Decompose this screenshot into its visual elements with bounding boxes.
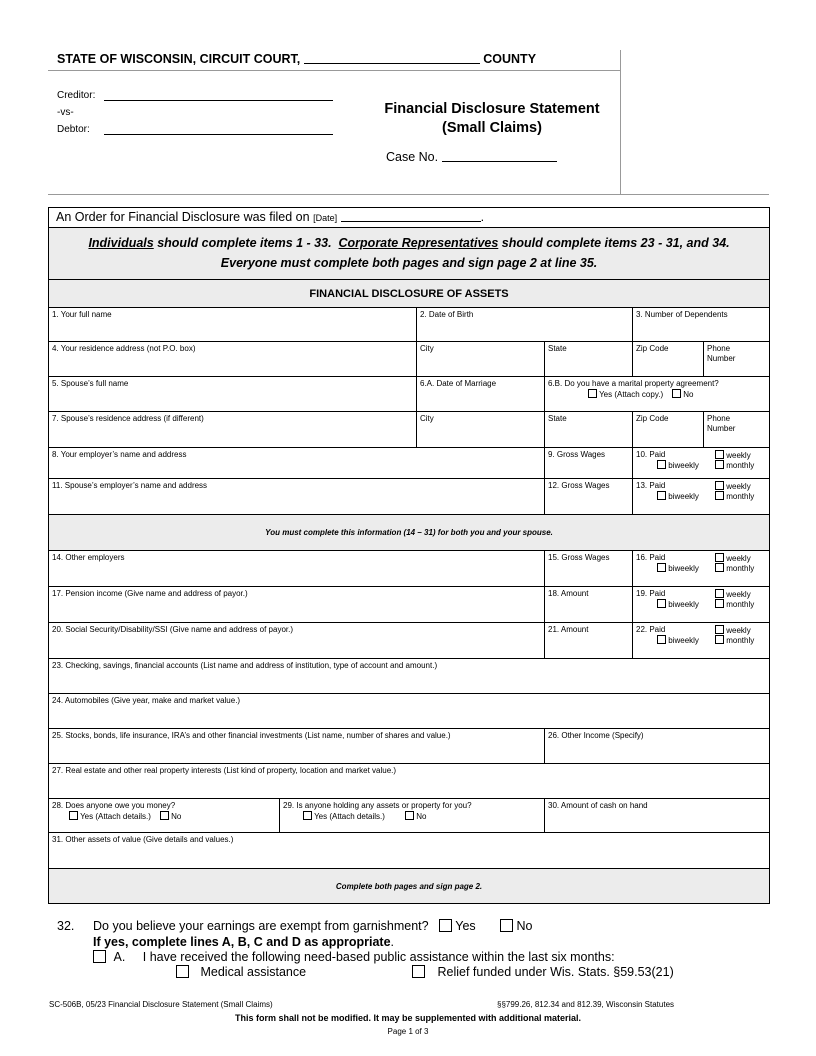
label-f27: 27. Real estate and other real property interests (List kind of property, location and market value.): [52, 766, 397, 775]
order-period: .: [480, 210, 485, 224]
field-zip[interactable]: [633, 342, 704, 377]
label-10-weekly: weekly: [726, 451, 751, 460]
label-28-no: No: [171, 812, 182, 821]
checkbox-16-monthly[interactable]: [715, 563, 724, 572]
checkbox-relief-funded[interactable]: [412, 965, 425, 978]
field-amount-18[interactable]: [545, 587, 633, 623]
label-zip: Zip Code: [636, 344, 669, 353]
debtor-label: Debtor:: [57, 124, 90, 135]
label-f2: 2. Date of Birth: [420, 310, 474, 319]
label-f28-group: [49, 799, 279, 824]
checkbox-22-monthly[interactable]: [715, 635, 724, 644]
checkbox-19-weekly[interactable]: [715, 589, 724, 598]
q32-a-line: [93, 950, 615, 964]
label-f29-group: [280, 799, 544, 824]
label-22-monthly: monthly: [726, 636, 755, 645]
label-agreement-no: No: [683, 390, 694, 399]
checkbox-q32-yes[interactable]: [439, 919, 452, 932]
label-f16: 16. Paid: [636, 553, 666, 562]
field-marriage-date[interactable]: [417, 377, 545, 412]
checkbox-13-weekly[interactable]: [715, 481, 724, 490]
label-10-monthly: monthly: [726, 461, 755, 470]
label-f12: 12. Gross Wages: [548, 481, 610, 490]
label-f29: 29. Is anyone holding any assets or property for you?: [283, 801, 472, 810]
label-f6b: [545, 377, 769, 402]
field-paid-22: [633, 623, 770, 659]
county-field[interactable]: [304, 52, 480, 64]
field-marital-agreement: [545, 377, 770, 412]
header-bottom-rule: [48, 194, 769, 195]
checkbox-13-monthly[interactable]: [715, 491, 724, 500]
label-f9: 9. Gross Wages: [548, 450, 606, 459]
field-other-income[interactable]: [545, 729, 770, 764]
field-gross-wages-9[interactable]: [545, 448, 633, 479]
field-owed-money: [49, 799, 280, 833]
label-f15: 15. Gross Wages: [548, 553, 610, 562]
field-paid-13: [633, 479, 770, 515]
q32-question: Do you believe your earnings are exempt from garnishment?: [93, 919, 429, 933]
label-f11: 11. Spouse’s employer’s name and address: [52, 481, 208, 490]
instructions-part2: should complete items 23 - 31, and 34.: [498, 236, 730, 250]
field-paid-10: [633, 448, 770, 479]
q32-medical-line: [176, 965, 306, 979]
q32-number: 32.: [57, 919, 75, 933]
label-10-biweekly: biweekly: [668, 461, 699, 470]
checkbox-29-yes[interactable]: [303, 811, 312, 820]
label-f1: 1. Your full name: [52, 310, 112, 319]
label-f10: 10. Paid: [636, 450, 666, 459]
label-16-weekly: weekly: [726, 554, 751, 563]
paid-10-group: [633, 448, 769, 478]
label-phone-2: Number: [707, 354, 736, 363]
paid-19-group: [633, 587, 769, 617]
q32-question-line: [93, 919, 532, 933]
field-full-name[interactable]: [49, 308, 417, 342]
label-agreement-yes: Yes (Attach copy.): [599, 390, 664, 399]
checkbox-19-monthly[interactable]: [715, 599, 724, 608]
county-label: COUNTY: [483, 52, 537, 66]
label-f5: 5. Spouse’s full name: [52, 379, 129, 388]
field-spouse-city[interactable]: [417, 412, 545, 448]
corporate-label: Corporate Representatives: [338, 236, 499, 250]
creditor-label: Creditor:: [57, 90, 96, 101]
field-paid-16: [633, 551, 770, 587]
field-spouse-zip[interactable]: [633, 412, 704, 448]
field-pension[interactable]: [49, 587, 545, 623]
label-f21: 21. Amount: [548, 625, 589, 634]
checkbox-q32-a[interactable]: [93, 950, 106, 963]
q32-instruction-period: .: [390, 935, 395, 949]
label-f20: 20. Social Security/Disability/SSI (Give name and address of payor.): [52, 625, 293, 634]
checkbox-29-no[interactable]: [405, 811, 414, 820]
label-spouse-phone: [704, 412, 769, 436]
field-city[interactable]: [417, 342, 545, 377]
q32-no-label: No: [516, 919, 533, 933]
court-label: STATE OF WISCONSIN, CIRCUIT COURT,: [57, 52, 301, 66]
complete-note-banner: Complete both pages and sign page 2.: [49, 869, 770, 904]
checkbox-22-weekly[interactable]: [715, 625, 724, 634]
label-22-weekly: weekly: [726, 626, 751, 635]
field-social-security[interactable]: [49, 623, 545, 659]
label-f8: 8. Your employer’s name and address: [52, 450, 187, 459]
creditor-field[interactable]: [104, 89, 333, 101]
label-f7: 7. Spouse’s residence address (if different): [52, 414, 204, 423]
field-spouse-employer[interactable]: [49, 479, 545, 515]
label-spouse-zip: Zip Code: [636, 414, 669, 423]
label-f31: 31. Other assets of value (Give details and values.): [52, 835, 234, 844]
field-paid-19: [633, 587, 770, 623]
label-f14: 14. Other employers: [52, 553, 125, 562]
checkbox-q32-no[interactable]: [500, 919, 513, 932]
field-financial-accounts[interactable]: [49, 659, 770, 694]
label-spouse-phone-1: Phone: [707, 414, 731, 423]
checkbox-medical-assistance[interactable]: [176, 965, 189, 978]
footer-form-id: SC-506B, 05/23 Financial Disclosure Statement (Small Claims): [49, 1000, 273, 1009]
label-16-monthly: monthly: [726, 564, 755, 573]
label-19-weekly: weekly: [726, 590, 751, 599]
label-f6b-text: 6.B. Do you have a marital property agreement?: [548, 379, 719, 388]
case-no: [386, 150, 557, 164]
case-no-label: Case No.: [386, 150, 439, 164]
court-line: [57, 52, 536, 66]
label-f17: 17. Pension income (Give name and address of payor.): [52, 589, 248, 598]
field-gross-wages-12[interactable]: [545, 479, 633, 515]
field-investments[interactable]: [49, 729, 545, 764]
order-text: An Order for Financial Disclosure was filed on: [56, 210, 310, 224]
instructions-line2: Everyone must complete both pages and sign page 2 at line 35.: [220, 256, 598, 270]
label-f6a: 6.A. Date of Marriage: [420, 379, 497, 388]
footer-statutes: §§799.26, 812.34 and 812.39, Wisconsin Statutes: [497, 1000, 675, 1009]
field-employer[interactable]: [49, 448, 545, 479]
label-f28: 28. Does anyone owe you money?: [52, 801, 176, 810]
field-spouse-name[interactable]: [49, 377, 417, 412]
q32-relief-line: [412, 965, 674, 979]
order-row: [49, 208, 770, 228]
checkbox-28-no[interactable]: [160, 811, 169, 820]
label-f19: 19. Paid: [636, 589, 666, 598]
form-title-sub: (Small Claims): [442, 120, 542, 136]
form-title-main: Financial Disclosure Statement: [384, 101, 600, 117]
field-dependents[interactable]: [633, 308, 770, 342]
checkbox-agreement-yes[interactable]: [588, 389, 597, 398]
label-f18: 18. Amount: [548, 589, 589, 598]
label-19-monthly: monthly: [726, 600, 755, 609]
label-f23: 23. Checking, savings, financial accounts (List name and address of institution, type of account and amount.): [52, 661, 438, 670]
field-automobiles[interactable]: [49, 694, 770, 729]
q32-a-label: A.: [113, 950, 126, 964]
label-spouse-state: State: [548, 414, 567, 423]
q32-instruction: If yes, complete lines A, B, C and D as appropriate: [93, 935, 391, 949]
instructions-line1: [49, 233, 769, 253]
checkbox-16-biweekly[interactable]: [657, 563, 666, 572]
label-spouse-city: City: [420, 414, 434, 423]
section-title: FINANCIAL DISCLOSURE OF ASSETS: [49, 280, 770, 308]
label-f3: 3. Number of Dependents: [636, 310, 728, 319]
field-gross-wages-15[interactable]: [545, 551, 633, 587]
vs-label: -vs-: [57, 107, 74, 118]
field-spouse-phone[interactable]: [704, 412, 770, 448]
field-other-assets[interactable]: [49, 833, 770, 869]
field-date-of-birth[interactable]: [417, 308, 633, 342]
field-real-estate[interactable]: [49, 764, 770, 799]
label-28-yes: Yes (Attach details.): [80, 812, 151, 821]
field-residence-address[interactable]: [49, 342, 417, 377]
field-phone[interactable]: [704, 342, 770, 377]
label-29-yes: Yes (Attach details.): [314, 812, 385, 821]
label-13-biweekly: biweekly: [668, 492, 699, 501]
label-phone: [704, 342, 769, 366]
label-phone-1: Phone: [707, 344, 731, 353]
label-state: State: [548, 344, 567, 353]
label-f30: 30. Amount of cash on hand: [548, 801, 648, 810]
field-other-employers[interactable]: [49, 551, 545, 587]
label-22-biweekly: biweekly: [668, 636, 699, 645]
q32-yes-label: Yes: [455, 919, 476, 933]
debtor-field[interactable]: [104, 123, 333, 135]
relief-funded-label: Relief funded under Wis. Stats. §59.53(21): [437, 965, 674, 979]
footer-notice: This form shall not be modified. It may be supplemented with additional material.: [234, 1013, 582, 1023]
field-state[interactable]: [545, 342, 633, 377]
label-f13: 13. Paid: [636, 481, 666, 490]
checkbox-agreement-no[interactable]: [672, 389, 681, 398]
q32-a-text: I have received the following need-based public assistance within the last six months:: [142, 950, 615, 964]
field-spouse-state[interactable]: [545, 412, 633, 448]
spouse-note-banner: You must complete this information (14 – 31) for both you and your spouse.: [49, 515, 770, 551]
checkbox-13-biweekly[interactable]: [657, 491, 666, 500]
label-spouse-phone-2: Number: [707, 424, 736, 433]
paid-22-group: [633, 623, 769, 653]
paid-13-group: [633, 479, 769, 509]
label-f26: 26. Other Income (Specify): [548, 731, 644, 740]
order-date-field[interactable]: [341, 211, 481, 222]
checkbox-10-weekly[interactable]: [715, 450, 724, 459]
instructions-part1: should complete items 1 - 33.: [153, 236, 339, 250]
checkbox-22-biweekly[interactable]: [657, 635, 666, 644]
field-assets-held: [280, 799, 545, 833]
checkbox-28-yes[interactable]: [69, 811, 78, 820]
field-spouse-address[interactable]: [49, 412, 417, 448]
medical-assistance-label: Medical assistance: [200, 965, 307, 979]
label-f24: 24. Automobiles (Give year, make and market value.): [52, 696, 241, 705]
label-29-no: No: [416, 812, 427, 821]
checkbox-10-biweekly[interactable]: [657, 460, 666, 469]
label-19-biweekly: biweekly: [668, 600, 699, 609]
paid-16-group: [633, 551, 769, 581]
q32-instruction-line: [93, 935, 394, 949]
field-amount-21[interactable]: [545, 623, 633, 659]
label-city: City: [420, 344, 434, 353]
instructions-banner: [49, 228, 770, 280]
label-13-monthly: monthly: [726, 492, 755, 501]
checkbox-19-biweekly[interactable]: [657, 599, 666, 608]
label-f25: 25. Stocks, bonds, life insurance, IRA’s and other financial investments (List name, number of shares and value.): [52, 731, 451, 740]
form-title: [342, 100, 642, 138]
checkbox-10-monthly[interactable]: [715, 460, 724, 469]
checkbox-16-weekly[interactable]: [715, 553, 724, 562]
label-16-biweekly: biweekly: [668, 564, 699, 573]
court-row-rule: [48, 70, 620, 71]
order-date-label: [Date]: [313, 213, 338, 223]
label-13-weekly: weekly: [726, 482, 751, 491]
label-f22: 22. Paid: [636, 625, 666, 634]
field-cash-on-hand[interactable]: [545, 799, 770, 833]
financial-disclosure-table: [48, 207, 770, 904]
individuals-label: Individuals: [88, 236, 154, 250]
label-f4: 4. Your residence address (not P.O. box): [52, 344, 196, 353]
case-no-field[interactable]: [442, 150, 557, 162]
footer-page-number: Page 1 of 3: [387, 1027, 429, 1036]
